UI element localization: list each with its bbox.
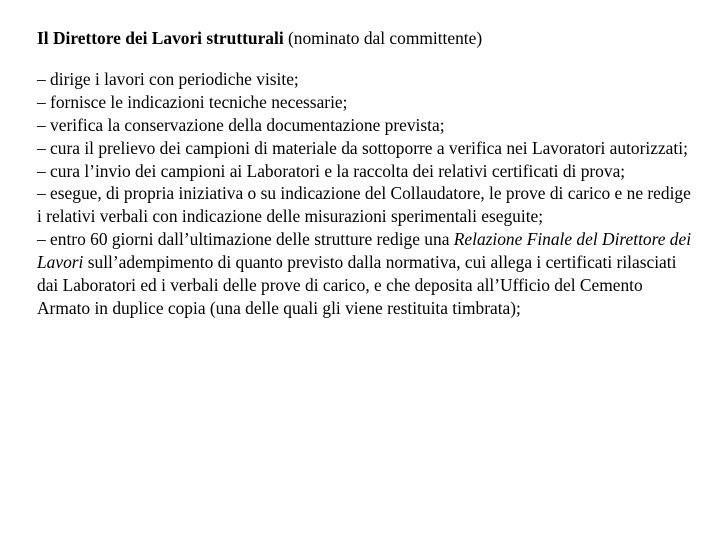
heading-bold: Il Direttore dei Lavori strutturali — [37, 28, 284, 48]
list-item: – dirige i lavori con periodiche visite; — [37, 68, 299, 89]
list-item: – esegue, di propria iniziativa o su indicazione del Collaudatore, le prove di carico e ne redige i relativi verbali con indicazione delle misurazioni sperimentali eseguite; — [37, 183, 691, 227]
list-item: – cura l’invio dei campioni ai Laboratori e la raccolta dei relativi certificati di prova; — [37, 160, 626, 181]
list-item: – verifica la conservazione della documentazione prevista; — [37, 114, 445, 135]
last-item-after: sull’adempimento di quanto previsto dalla normativa, cui allega i certificati rilasciati dai Laboratori ed i verbali delle prove di carico, e che deposita all’Ufficio del Cemento Armato in duplice copia (una delle quali gli viene restituita timbrata); — [37, 252, 677, 318]
list-item: – fornisce le indicazioni tecniche necessarie; — [37, 91, 348, 112]
last-item-italic: Relazione Finale del Direttore dei Lavori — [37, 229, 692, 273]
heading-rest: (nominato dal committente) — [283, 28, 483, 48]
list-item-last — [37, 228, 697, 320]
list-item: – cura il prelievo dei campioni di materiale da sottoporre a verifica nei Lavoratori autorizzati; — [37, 137, 688, 158]
slide-content — [37, 27, 697, 320]
slide-heading — [37, 27, 697, 50]
last-item-before: – entro 60 giorni dall’ultimazione delle strutture redige una — [37, 229, 454, 250]
